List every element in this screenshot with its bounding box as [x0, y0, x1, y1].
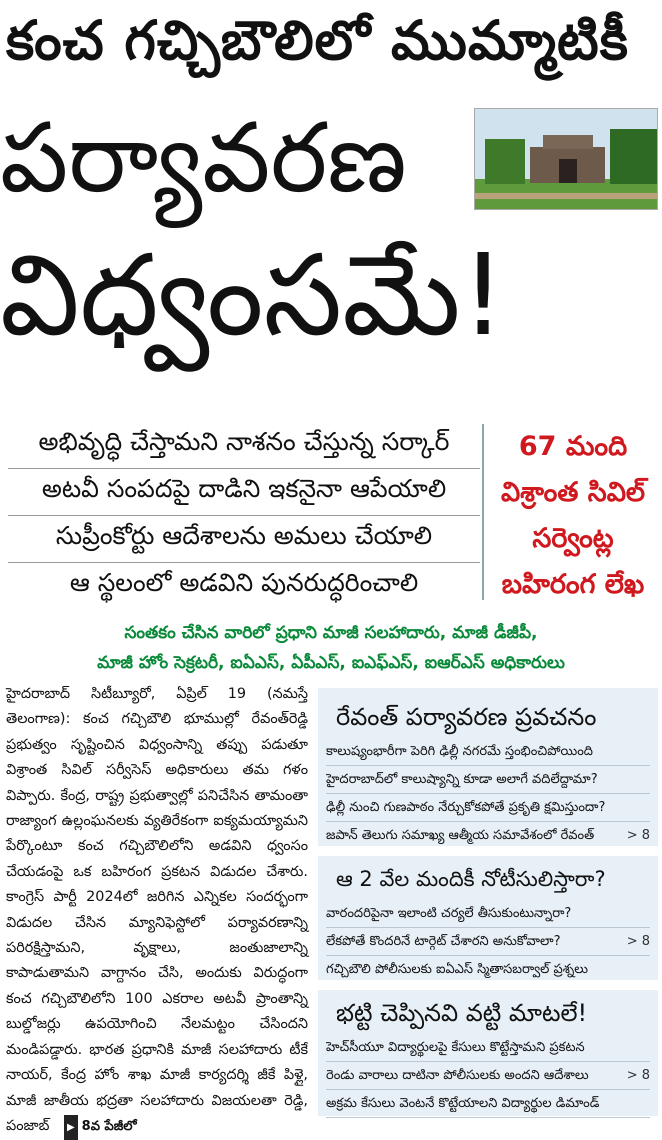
story-line: లేకపోతే కొందరినే టార్గెట్ చేశారని అనుకోవాలా? > 8	[326, 928, 650, 956]
story-line: గచ్చిబౌలి పోలీసులకు ఐఏఎస్ స్మితాసబర్వాల్ ప్రశ్నలు	[326, 956, 650, 984]
story-line: కాలుష్యంభారీగా పెరిగి ఢిల్లీ నగరమే స్తంభించిపోయింది	[326, 738, 650, 766]
story-line: హెచ్‌సీయూ విద్యార్థులపై కేసులు కొట్టేస్తామని ప్రకటన	[326, 1034, 650, 1062]
headline-line-1: కంచ గచ్చిబౌలిలో ముమ్మాటికీ	[6, 9, 629, 72]
story-title[interactable]: ఆ 2 వేల మందికీ నోటీసులిస్తారా?	[336, 867, 606, 891]
continued-label: 8వ పేజీలో	[81, 1118, 137, 1134]
key-point: సుప్రీంకోర్టు ఆదేశాలను అమలు చేయాలి	[8, 516, 480, 563]
campus-photo	[474, 108, 658, 210]
key-point: ఆ స్థలంలో అడవిని పునరుద్ధరించాలి	[69, 568, 419, 597]
story-line: జపాన్ తెలుగు సమాఖ్య ఆత్మీయ సమావేశంలో రేవంత్ > 8	[326, 822, 650, 850]
vertical-divider	[482, 424, 484, 600]
signers-note	[0, 618, 662, 678]
box-separator	[318, 846, 658, 856]
key-point: అభివృద్ధి చేస్తామని నాశనం చేస్తున్న సర్కార్	[8, 422, 480, 469]
story-line: వారందరిపైనా ఇలాంటి చర్యలే తీసుకుంటున్నారా?	[326, 900, 650, 928]
side-box-line: 67 మంది	[518, 431, 628, 462]
signers-line: సంతకం చేసిన వారిలో ప్రధాని మాజీ సలహాదారు, మాజీ డీజీపీ,	[124, 623, 538, 643]
story-line: రెండు వారాలు దాటినా పోలీసులకు అందని ఆదేశాలు > 8	[326, 1062, 650, 1090]
article-text: హైదరాబాద్ సిటీబ్యూరో, ఏప్రిల్ 19 (నమస్తే తెలంగాణ): కంచ గచ్చిబౌలి భూముల్లో రేవంత్‌రెడ్డి ప్రభుత్వం సృష్టించిన విధ్వంసాన్ని తప్పు పడుతూ విశ్రాంత సివిల్ సర్వీసెస్ అధికారులు తమ గళం విప్పారు. కేంద్ర, రాష్ట్ర ప్రభుత్వాల్లో పనిచేసిన తామంతా రాజ్యాంగ ఉల్లంఘనలకు వ్యతిరేకంగా ఐక్యమయ్యామని పేర్కొంటూ కంచ గచ్చిబౌలిలోని అడవిని ధ్వంసం చేయడంపై ఒక బహిరంగ ప్రకటన విడుదల చేశారు. కాంగ్రెస్ పార్టీ 2024లో జరిగిన ఎన్నికల సందర్భంగా విడుదల చేసిన మ్యానిఫెస్టోలో పర్యావరణాన్ని పరిరక్షిస్తామని, వృక్షాలు, జంతుజాలాన్ని కాపాడుతామని వాగ్దానం చేసి, అందుకు విరుద్ధంగా కంచ గచ్చిబౌలిలోని 100 ఎకరాల అటవీ ప్రాంతాన్ని బుల్డోజర్లు ఉపయోగించి నేలమట్టం చేసిందని మండిపడ్డారు. భారత ప్రధానికి మాజీ సలహాదారు టీకే నాయర్, కేంద్ర హోం శాఖ మాజీ కార్యదర్శి జీకే పిళ్లై, మాజీ జాతీయ భద్రతా సలహాదారు విజయలతా రెడ్డి, పంజాబ్	[6, 686, 308, 1134]
side-box-line: విశ్రాంత సివిల్	[500, 477, 646, 508]
related-stories-panel	[318, 688, 658, 1116]
box-separator	[318, 980, 658, 990]
article-body	[6, 682, 308, 1140]
story-line: అక్రమ కేసులు వెంటనే కొట్టేయాలని విద్యార్థుల డిమాండ్	[326, 1090, 650, 1118]
headline-line-2: పర్యావరణ	[0, 102, 407, 214]
story-line: హైదరాబాద్‌లో కాలుష్యాన్ని కూడా అలాగే వదిలేద్దామా?	[326, 766, 650, 794]
story-box	[318, 992, 658, 1118]
headline-line-3: విధ్వంసమే!	[0, 231, 506, 361]
side-box-line: సర్వెంట్ల	[532, 523, 614, 554]
story-title[interactable]: రేవంత్ పర్యావరణ ప్రవచనం	[336, 703, 597, 731]
signers-line: మాజీ హోం సెక్రటరీ, ఐఏఎస్, ఏపీఎస్, ఐఎఫ్ఎస్, ఐఆర్ఎస్ అధికారులు	[97, 653, 565, 673]
story-box	[318, 858, 658, 984]
key-points-list	[8, 422, 480, 609]
key-point: అటవీ సంపదపై దాడిని ఇకనైనా ఆపేయాలి	[8, 469, 480, 516]
side-box-line: బహిరంగ లేఖ	[501, 569, 645, 600]
continued-link[interactable]	[64, 1114, 137, 1140]
triangle-icon: ▶	[64, 1115, 78, 1140]
civil-servants-box	[488, 424, 658, 608]
story-line: ఢిల్లీ నుంచి గుణపాఠం నేర్చుకోకపోతే ప్రకృతి క్షమిస్తుందా?	[326, 794, 650, 822]
story-box	[318, 696, 658, 850]
story-title[interactable]: భట్టి చెప్పినవి వట్టి మాటలే!	[336, 999, 588, 1027]
